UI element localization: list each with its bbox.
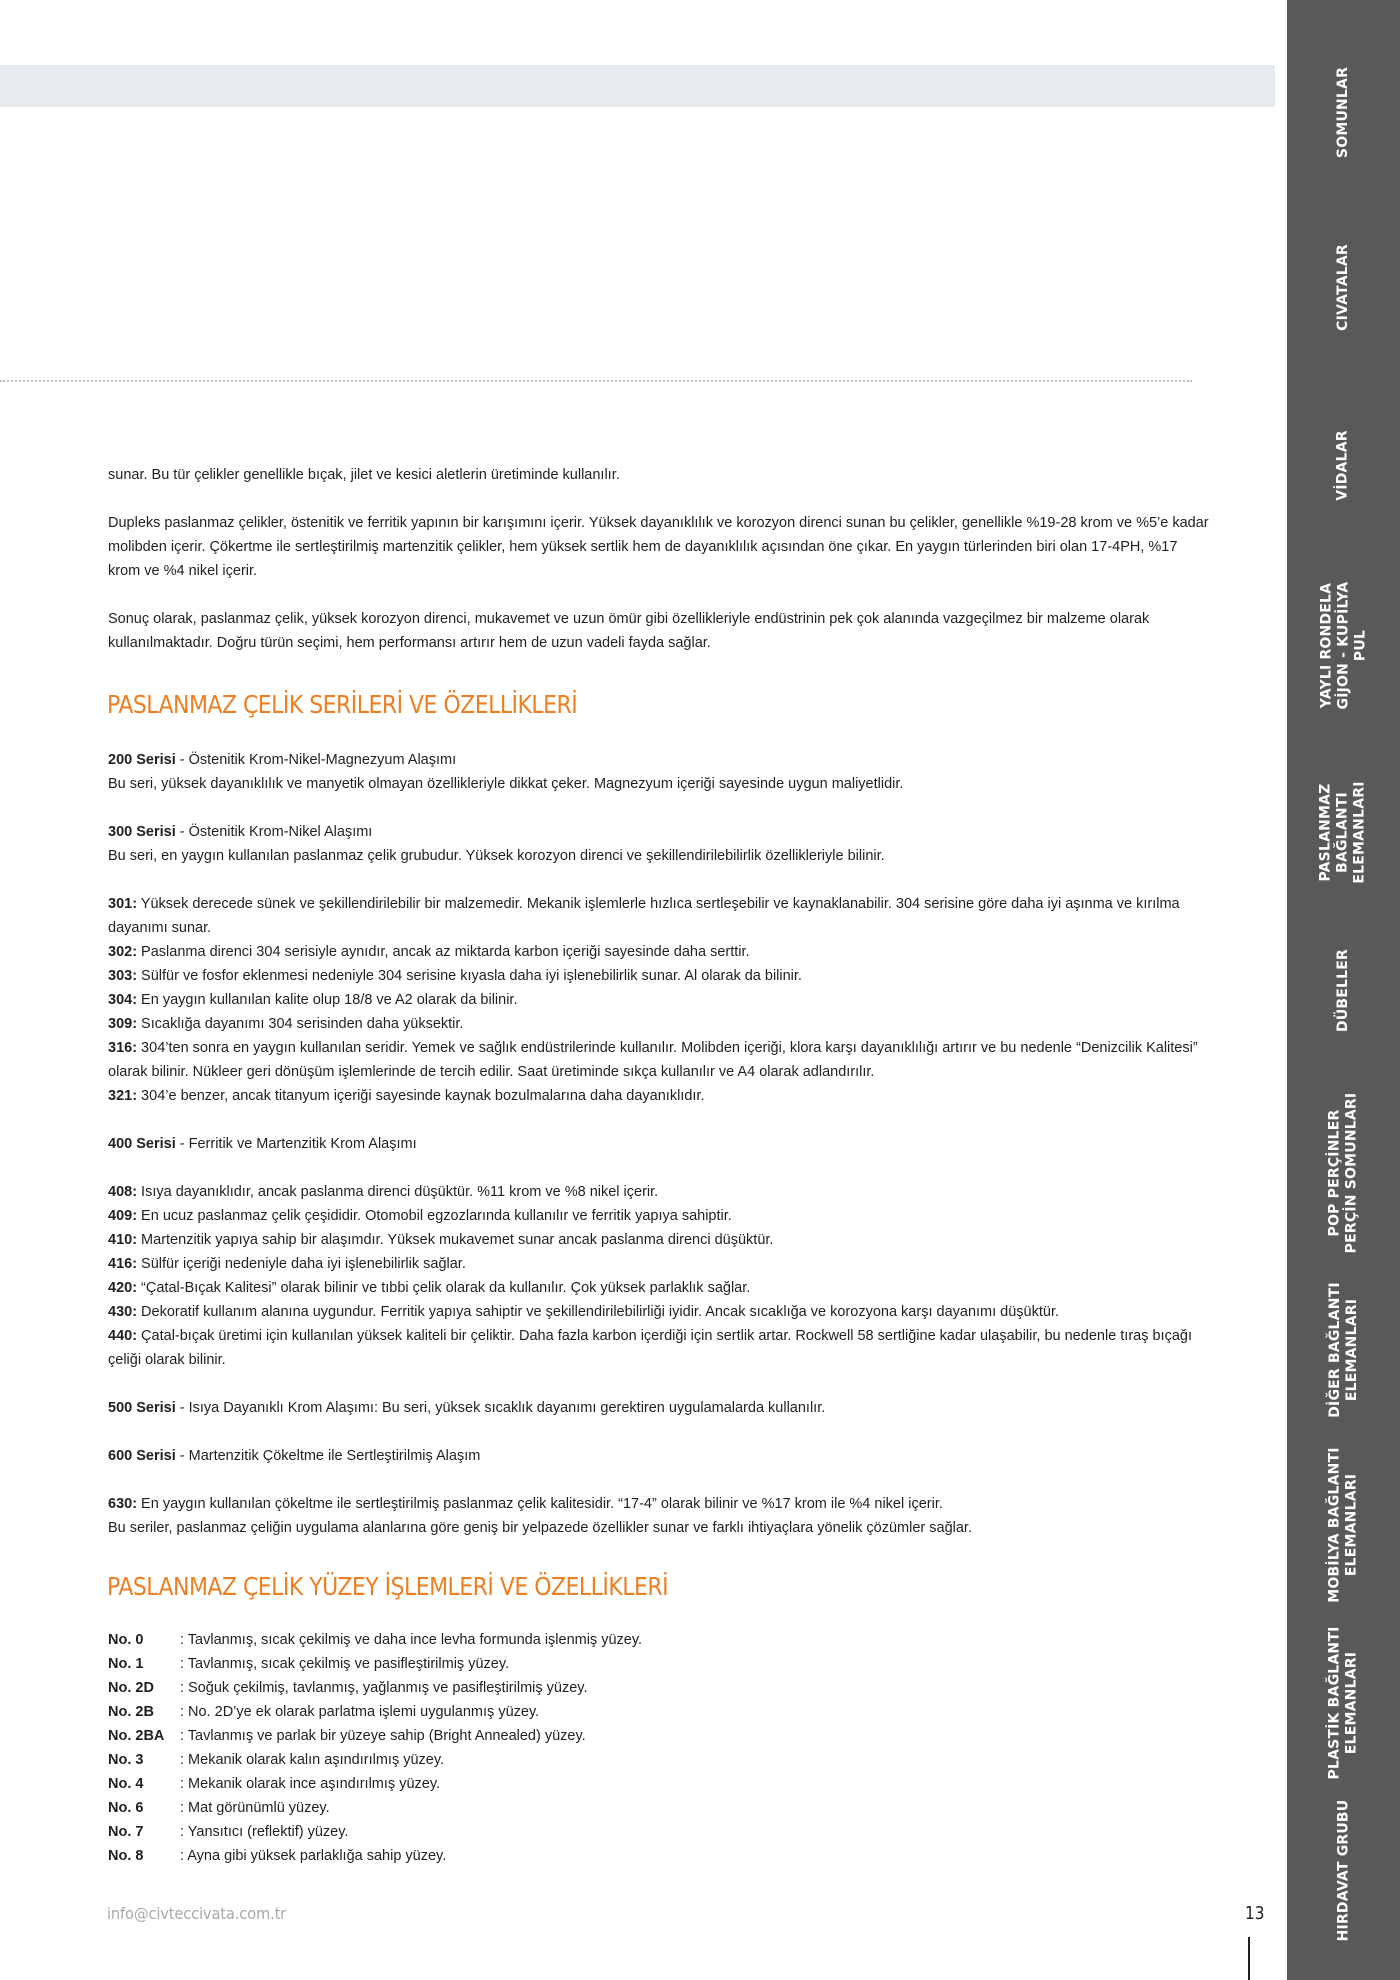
series-subtitle: - Isıya Dayanıklı Krom Alaşımı: Bu seri, yüksek sıcaklık dayanımı gerektiren uygulamalarda kullanılır. xyxy=(175,1400,826,1416)
grade-code: 409: xyxy=(108,1208,138,1224)
grade-text: 304’ten sonra en yaygın kullanılan seridir. Yemek ve sağlık endüstrilerinde kullanılır. Molibden içeriği, klora karşı dayanıklılığı artırır ve bu nedenle “Denizcilik Kalitesi” olarak bilinir. Nükleer geri dönüşüm işlemlerinde de tercih edilir. Saat üretiminde sıkça kullanılır ve A4 olarak adlandırılır. xyxy=(108,1040,1198,1080)
series-200-text: Bu seri, yüksek dayanıklılık ve manyetik olmayan özellikleriyle dikkat çeker. Magnezyum içeriği sayesinde uygun maliyetlidir. xyxy=(108,776,904,792)
grade-text: Çatal-bıçak üretimi için kullanılan yüksek kaliteli bir çeliktir. Daha fazla karbon içerdiği için sertlik artar. Rockwell 58 sertliğine kadar ulaşabilir, bu nedenle tıraş bıçağı çeliği olarak bilinir. xyxy=(108,1328,1192,1368)
series-500-heading xyxy=(108,1396,1210,1420)
tab-label: SOMUNLAR xyxy=(1334,66,1351,159)
sidebar-nav xyxy=(1287,0,1400,1980)
finish-desc: : Yansıtıcı (reflektif) yüzey. xyxy=(180,1824,349,1840)
tab-vidalar[interactable] xyxy=(1287,390,1400,540)
finish-desc: : Mat görünümlü yüzey. xyxy=(180,1800,330,1816)
tab-label: POP PERÇİNLER PERÇİN SOMUNLARI xyxy=(1326,1092,1360,1253)
finish-row xyxy=(108,1700,642,1724)
finish-code: No. 6 xyxy=(108,1800,144,1816)
finish-code: No. 0 xyxy=(108,1632,144,1648)
finish-row xyxy=(108,1772,642,1796)
finish-row xyxy=(108,1820,642,1844)
grade-code: 420: xyxy=(108,1280,138,1296)
section-title-series: PASLANMAZ ÇELİK SERİLERİ VE ÖZELLİKLERİ xyxy=(107,690,578,719)
finish-list xyxy=(108,1628,642,1868)
series-200-heading xyxy=(108,748,1210,772)
tab-label: PLASTİK BAĞLANTI ELEMANLARI xyxy=(1326,1625,1360,1780)
series-name: 300 Serisi xyxy=(108,824,176,840)
grade-item xyxy=(108,892,1210,940)
page-number: 13 xyxy=(1245,1903,1265,1924)
grade-code: 630: xyxy=(108,1496,138,1512)
tab-yayli-rondela[interactable] xyxy=(1287,570,1400,720)
finish-desc: : Tavlanmış, sıcak çekilmiş ve daha ince levha formunda işlenmiş yüzey. xyxy=(180,1632,643,1648)
intro-paragraph: sunar. Bu tür çelikler genellikle bıçak, jilet ve kesici aletlerin üretiminde kullanılır. xyxy=(108,467,620,483)
finish-row xyxy=(108,1628,642,1652)
grade-text: 304’e benzer, ancak titanyum içeriği sayesinde kaynak bozulmalarına daha dayanıklıdır. xyxy=(137,1088,705,1104)
intro-paragraph: Sonuç olarak, paslanmaz çelik, yüksek korozyon direnci, mukavemet ve uzun ömür gibi özellikleriyle endüstrinin pek çok alanında vazgeçilmez bir malzeme olarak kullanılmaktadır. Doğru türün seçimi, hem performansı artırır hem de uzun vadeli fayda sağlar. xyxy=(108,611,1150,651)
finish-code: No. 1 xyxy=(108,1656,144,1672)
grade-text: Yüksek derecede sünek ve şekillendirilebilir bir malzemedir. Mekanik işlemlerle hızlıca sertleşebilir ve kaynaklanabilir. 304 serisine göre daha iyi aşınma ve kırılma dayanımı sunar. xyxy=(108,896,1180,936)
tab-label: MOBİLYA BAĞLANTI ELEMANLARI xyxy=(1326,1447,1360,1603)
grade-code: 302: xyxy=(108,944,138,960)
grade-code: 416: xyxy=(108,1256,138,1272)
series-300-text: Bu seri, en yaygın kullanılan paslanmaz çelik grubudur. Yüksek korozyon direnci ve şekillendirilebilirlik özellikleriyle bilinir. xyxy=(108,848,885,864)
grade-code: 316: xyxy=(108,1040,138,1056)
grade-code: 309: xyxy=(108,1016,138,1032)
series-name: 500 Serisi xyxy=(108,1400,176,1416)
grade-item xyxy=(108,1300,1210,1324)
finish-row xyxy=(108,1796,642,1820)
grade-item xyxy=(108,1012,1210,1036)
section-title-finishes: PASLANMAZ ÇELİK YÜZEY İŞLEMLERİ VE ÖZELLİKLERİ xyxy=(107,1572,669,1601)
grade-item xyxy=(108,1180,1210,1204)
grades-300-list xyxy=(108,892,1210,1108)
grades-400-list xyxy=(108,1180,1210,1372)
grade-text: En yaygın kullanılan çökeltme ile sertleştirilmiş paslanmaz çelik kalitesidir. “17-4” olarak bilinir ve %17 krom ile %4 nikel içerir. xyxy=(137,1496,943,1512)
finish-code: No. 2BA xyxy=(108,1728,165,1744)
tab-plastik-baglanti[interactable] xyxy=(1287,1620,1400,1785)
grade-item xyxy=(108,988,1210,1012)
finish-code: No. 7 xyxy=(108,1824,144,1840)
tab-diger-baglanti[interactable] xyxy=(1287,1270,1400,1430)
grade-code: 410: xyxy=(108,1232,138,1248)
grade-code: 303: xyxy=(108,968,138,984)
grade-item xyxy=(108,1084,1210,1108)
grade-text: “Çatal-Bıçak Kalitesi” olarak bilinir ve tıbbi çelik olarak da kullanılır. Çok yüksek parlaklık sağlar. xyxy=(137,1280,751,1296)
intro-text xyxy=(108,463,1210,655)
grade-item xyxy=(108,1036,1210,1084)
series-300-heading xyxy=(108,820,1210,844)
grade-text: Sülfür içeriği nedeniyle daha iyi işlenebilirlik sağlar. xyxy=(137,1256,466,1272)
grade-item xyxy=(108,940,1210,964)
grade-code: 440: xyxy=(108,1328,138,1344)
tab-civatalar[interactable] xyxy=(1287,215,1400,360)
grade-text: Isıya dayanıklıdır, ancak paslanma direnci düşüktür. %11 krom ve %8 nikel içerir. xyxy=(137,1184,659,1200)
grade-text: Sıcaklığa dayanımı 304 serisinden daha yüksektir. xyxy=(137,1016,464,1032)
dotted-divider xyxy=(0,380,1192,382)
grade-text: En ucuz paslanmaz çelik çeşididir. Otomobil egzozlarında kullanılır ve ferritik yapıya sahiptir. xyxy=(137,1208,732,1224)
tab-mobilya-baglanti[interactable] xyxy=(1287,1440,1400,1610)
grade-code: 304: xyxy=(108,992,138,1008)
finish-desc: : No. 2D’ye ek olarak parlatma işlemi uygulanmış yüzey. xyxy=(180,1704,540,1720)
finish-code: No. 2B xyxy=(108,1704,154,1720)
grade-text: Paslanma direnci 304 serisiyle aynıdır, ancak az miktarda karbon içeriği sayesinde daha serttir. xyxy=(137,944,750,960)
grade-code: 321: xyxy=(108,1088,138,1104)
header-band xyxy=(0,65,1275,107)
tab-label: PASLANMAZ BAĞLANTI ELEMANLARI xyxy=(1318,781,1368,884)
finish-code: No. 8 xyxy=(108,1848,144,1864)
grade-item xyxy=(108,1204,1210,1228)
grade-text: En yaygın kullanılan kalite olup 18/8 ve A2 olarak da bilinir. xyxy=(137,992,518,1008)
grade-code: 408: xyxy=(108,1184,138,1200)
series-subtitle: - Ferritik ve Martenzitik Krom Alaşımı xyxy=(175,1136,417,1152)
tab-label: DÜBELLER xyxy=(1334,948,1351,1032)
footer-email-link[interactable]: info@civteccivata.com.tr xyxy=(107,1904,287,1923)
finish-desc: : Ayna gibi yüksek parlaklığa sahip yüzey. xyxy=(180,1848,447,1864)
tab-hirdavat-grubu[interactable] xyxy=(1287,1790,1400,1950)
finish-desc: : Mekanik olarak ince aşındırılmış yüzey. xyxy=(180,1776,441,1792)
tab-pop-percinler[interactable] xyxy=(1287,1090,1400,1255)
series-400-heading xyxy=(108,1132,1210,1156)
tab-label: DİĞER BAĞLANTI ELEMANLARI xyxy=(1326,1282,1360,1418)
grade-text: Martenzitik yapıya sahip bir alaşımdır. Yüksek mukavemet sunar ancak paslanma direnci düşüktür. xyxy=(137,1232,774,1248)
tab-label: CIVATALAR xyxy=(1334,244,1351,331)
page-number-rule xyxy=(1248,1937,1250,1980)
grade-text: Dekoratif kullanım alanına uygundur. Ferritik yapıya sahiptir ve şekillendirilebilirliği iyidir. Ancak sıcaklığa ve korozyona karşı dayanımı düşüktür. xyxy=(137,1304,1060,1320)
finish-desc: : Soğuk çekilmiş, tavlanmış, yağlanmış ve pasifleştirilmiş yüzey. xyxy=(180,1680,588,1696)
series-subtitle: - Östenitik Krom-Nikel Alaşımı xyxy=(175,824,373,840)
series-name: 400 Serisi xyxy=(108,1136,176,1152)
intro-paragraph: Dupleks paslanmaz çelikler, östenitik ve ferritik yapının bir karışımını içerir. Yüksek dayanıklılık ve korozyon direnci sunan bu çelikler, genellikle %19-28 krom ve %5’e kadar molibden içerir. Çökertme ile sertleştirilmiş martenzitik çelikler, hem yüksek sertlik hem de dayanıklılık açısından öne çıkar. En yaygın türlerinden biri olan 17-4PH, %17 krom ve %4 nikel içerir. xyxy=(108,515,1209,579)
series-section xyxy=(108,748,1210,1540)
tab-dubeller[interactable] xyxy=(1287,920,1400,1060)
finish-code: No. 2D xyxy=(108,1680,154,1696)
finish-row xyxy=(108,1676,642,1700)
tab-label: YAYLI RONDELA GİJON - KUPİLYA PUL xyxy=(1318,581,1368,709)
finish-code: No. 3 xyxy=(108,1752,144,1768)
finish-desc: : Mekanik olarak kalın aşındırılmış yüzey. xyxy=(180,1752,445,1768)
finish-code: No. 4 xyxy=(108,1776,144,1792)
grade-code: 301: xyxy=(108,896,138,912)
tab-label: HIRDAVAT GRUBU xyxy=(1335,1799,1351,1941)
series-subtitle: - Östenitik Krom-Nikel-Magnezyum Alaşımı xyxy=(175,752,457,768)
finish-desc: : Tavlanmış, sıcak çekilmiş ve pasifleştirilmiş yüzey. xyxy=(180,1656,510,1672)
finish-row xyxy=(108,1652,642,1676)
finish-row xyxy=(108,1724,642,1748)
series-name: 600 Serisi xyxy=(108,1448,176,1464)
grade-code: 430: xyxy=(108,1304,138,1320)
series-closing: Bu seriler, paslanmaz çeliğin uygulama alanlarına göre geniş bir yelpazede özellikler sunar ve farklı ihtiyaçlara yönelik çözümler sağlar. xyxy=(108,1520,972,1536)
grade-item xyxy=(108,1276,1210,1300)
grade-item xyxy=(108,1228,1210,1252)
tab-somunlar[interactable] xyxy=(1287,40,1400,185)
series-subtitle: - Martenzitik Çökeltme ile Sertleştirilmiş Alaşım xyxy=(175,1448,481,1464)
grade-item xyxy=(108,1492,1210,1516)
grade-item xyxy=(108,964,1210,988)
series-name: 200 Serisi xyxy=(108,752,176,768)
series-600-heading xyxy=(108,1444,1210,1468)
finish-row xyxy=(108,1844,642,1868)
grade-item xyxy=(108,1252,1210,1276)
finish-row xyxy=(108,1748,642,1772)
finish-desc: : Tavlanmış ve parlak bir yüzeye sahip (Bright Annealed) yüzey. xyxy=(180,1728,586,1744)
tab-label: VİDALAR xyxy=(1335,429,1351,501)
grade-item xyxy=(108,1324,1210,1372)
tab-paslanmaz[interactable] xyxy=(1287,750,1400,915)
grade-text: Sülfür ve fosfor eklenmesi nedeniyle 304 serisine kıyasla daha iyi işlenebilirlik sunar. Al olarak da bilinir. xyxy=(137,968,802,984)
